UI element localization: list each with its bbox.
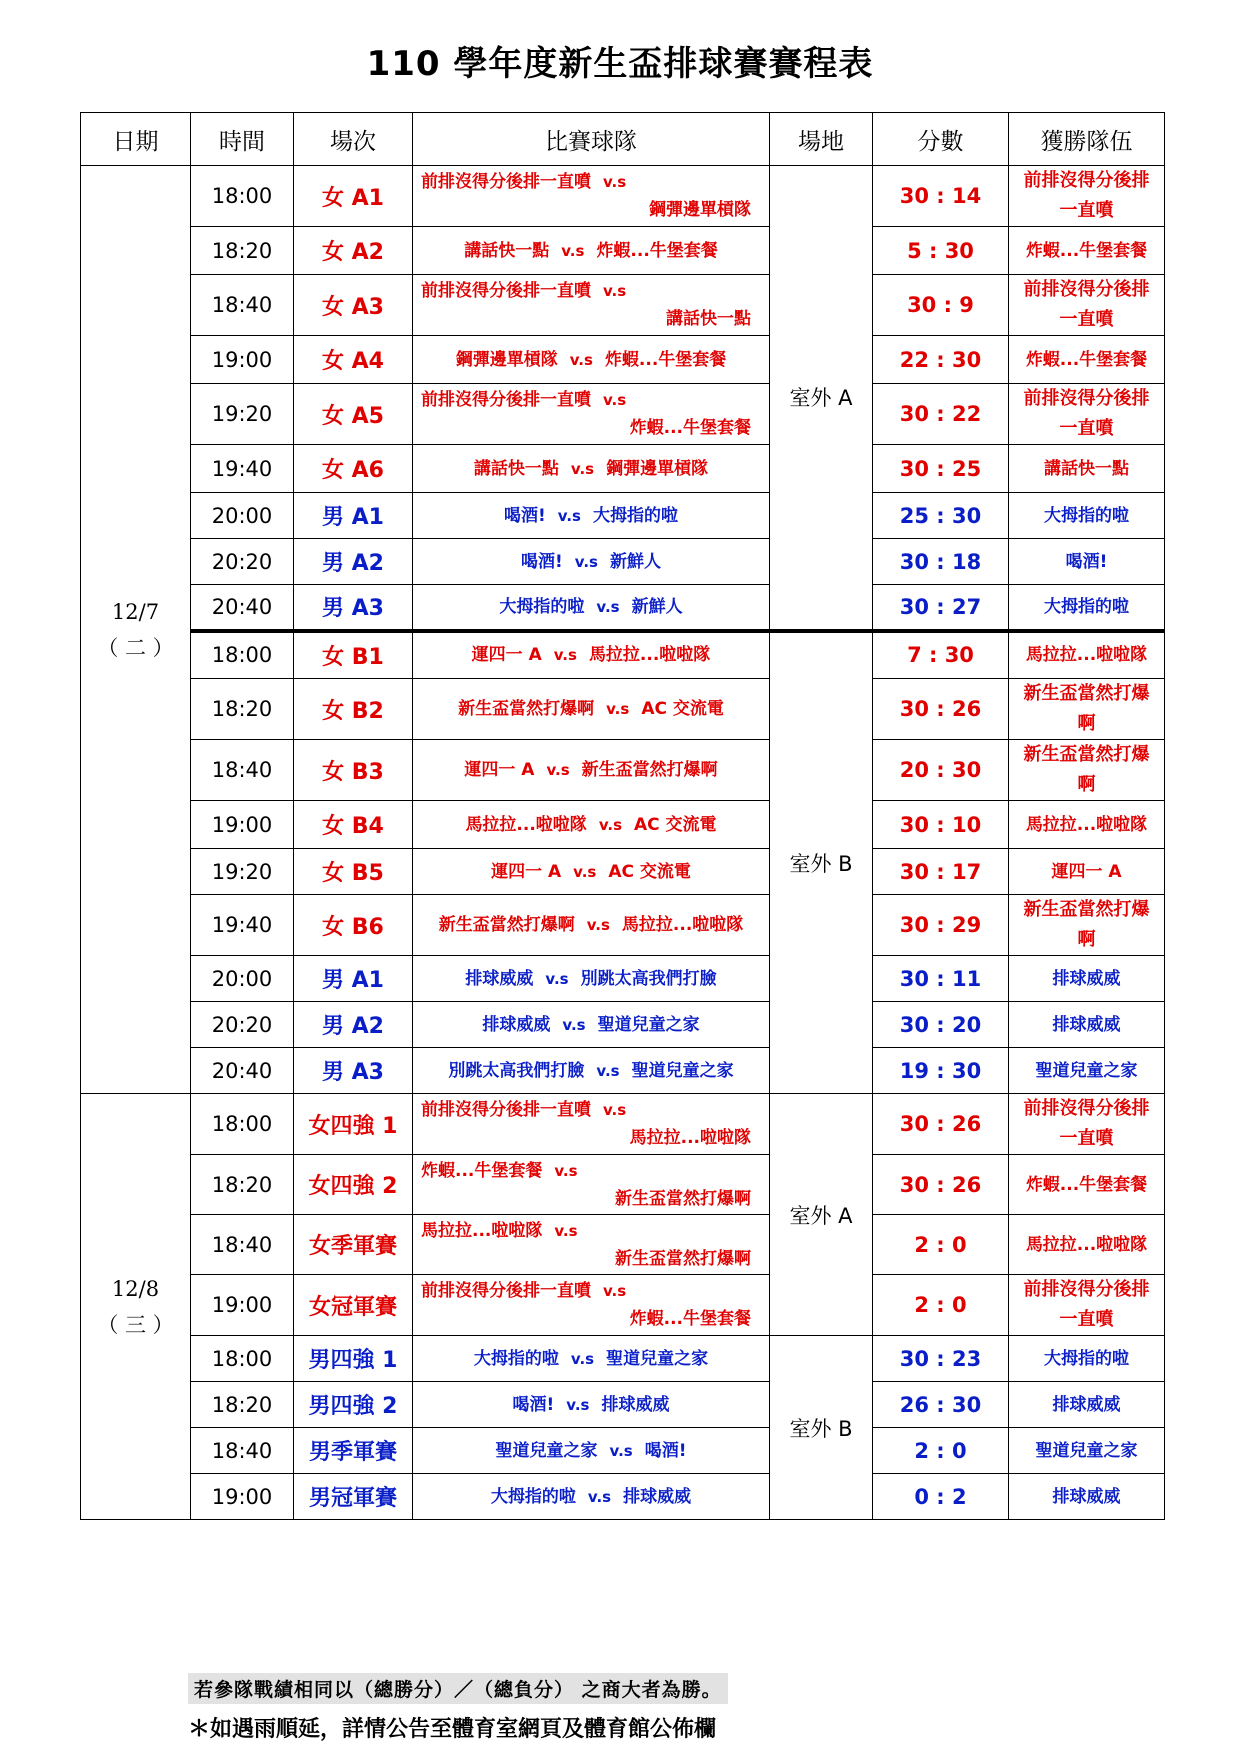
time-cell: 19:20 [191, 849, 294, 895]
teams-cell [413, 275, 770, 336]
team2-name: 講話快一點 [666, 309, 751, 329]
game-cell: 女 A4 [294, 336, 413, 384]
team1-name: 鋼彈邊單槓隊 [455, 349, 558, 370]
winner-cell: 炸蝦...牛堡套餐 [1009, 1155, 1165, 1215]
team1-name: 大拇指的啦 [490, 1486, 576, 1507]
vs-label: v.s [574, 552, 598, 571]
team-line [413, 695, 769, 723]
vs-label: v.s [562, 1015, 586, 1034]
teams-cell [413, 956, 770, 1002]
winner-cell: 馬拉拉...啦啦隊 [1009, 801, 1165, 849]
team1-name: 喝酒! [504, 505, 546, 526]
team1-name: 炸蝦...牛堡套餐 [421, 1160, 543, 1181]
date-label: 12/8 [111, 1276, 160, 1301]
team2-name: AC 交流電 [634, 814, 717, 835]
team1-name: 前排沒得分後排一直噴 [421, 281, 591, 301]
team-line [413, 548, 769, 576]
time-cell: 18:00 [191, 631, 294, 679]
vs-label: v.s [598, 815, 622, 834]
team1-name: 馬拉拉...啦啦隊 [465, 814, 587, 835]
teams-cell [413, 1382, 770, 1428]
game-cell: 女 B4 [294, 801, 413, 849]
teams-cell [413, 227, 770, 275]
weekday-label: （ 二 ） [97, 635, 174, 660]
page-title: 110 學年度新生盃排球賽賽程表 [366, 44, 874, 84]
vs-label: v.s [554, 1221, 578, 1240]
vs-label: v.s [603, 391, 627, 409]
score-cell: 30 : 26 [873, 1155, 1009, 1215]
teams-cell [413, 1336, 770, 1382]
weekday-label: （ 三 ） [97, 1312, 174, 1337]
time-cell: 18:00 [191, 1336, 294, 1382]
team1-name: 前排沒得分後排一直噴 [421, 172, 591, 192]
time-cell: 18:40 [191, 1428, 294, 1474]
winner-cell: 前排沒得分後排一直噴 [1009, 384, 1165, 445]
team-line [413, 1011, 769, 1039]
time-cell: 18:20 [191, 227, 294, 275]
header-date: 日期 [81, 113, 191, 166]
team2-name: 大拇指的啦 [592, 505, 678, 526]
vs-label: v.s [569, 350, 593, 369]
team-line [413, 965, 769, 993]
score-cell: 2 : 0 [873, 1215, 1009, 1275]
game-cell: 女 B5 [294, 849, 413, 895]
vs-label: v.s [546, 761, 570, 779]
team1-name: 大拇指的啦 [473, 1348, 559, 1369]
game-cell: 男 A3 [294, 585, 413, 631]
team2-name: 聖道兒童之家 [597, 1014, 700, 1035]
venue-cell: 室外 B [770, 1336, 873, 1520]
table-row [81, 336, 1165, 384]
team-line [413, 346, 769, 374]
table-row [81, 1275, 1165, 1336]
table-row [81, 849, 1165, 895]
table-row [81, 801, 1165, 849]
team-line [413, 811, 769, 839]
time-cell: 18:40 [191, 740, 294, 801]
table-row [81, 585, 1165, 631]
time-cell: 19:40 [191, 895, 294, 956]
team1-name: 運四一 A [491, 861, 562, 882]
winner-cell: 新生盃當然打爆啊 [1009, 895, 1165, 956]
time-cell: 19:20 [191, 384, 294, 445]
vs-label: v.s [596, 597, 620, 616]
teams-cell [413, 679, 770, 740]
score-cell: 30 : 26 [873, 679, 1009, 740]
header-teams: 比賽球隊 [413, 113, 770, 166]
teams-cell [413, 539, 770, 585]
teams-cell [413, 585, 770, 631]
game-cell: 女 A2 [294, 227, 413, 275]
game-cell: 女 B3 [294, 740, 413, 801]
vs-label: v.s [606, 700, 630, 718]
score-cell: 25 : 30 [873, 493, 1009, 539]
header-time: 時間 [191, 113, 294, 166]
game-cell: 男 A2 [294, 1002, 413, 1048]
winner-cell: 運四一 A [1009, 849, 1165, 895]
team-line-1 [413, 386, 769, 414]
winner-cell: 炸蝦...牛堡套餐 [1009, 336, 1165, 384]
score-cell: 2 : 0 [873, 1428, 1009, 1474]
score-cell: 30 : 10 [873, 801, 1009, 849]
team-line [413, 1345, 769, 1373]
score-cell: 30 : 17 [873, 849, 1009, 895]
score-cell: 20 : 30 [873, 740, 1009, 801]
team2-name: 鋼彈邊單槓隊 [649, 200, 751, 220]
team2-name: 新生盃當然打爆啊 [615, 1188, 751, 1209]
time-cell: 18:20 [191, 1155, 294, 1215]
score-cell: 30 : 23 [873, 1336, 1009, 1382]
game-cell: 男季軍賽 [294, 1428, 413, 1474]
team1-name: 運四一 A [464, 760, 535, 780]
table-row [81, 1382, 1165, 1428]
winner-cell: 大拇指的啦 [1009, 585, 1165, 631]
winner-cell: 前排沒得分後排一直噴 [1009, 1094, 1165, 1155]
vs-label: v.s [554, 1161, 578, 1180]
score-cell: 0 : 2 [873, 1474, 1009, 1520]
winner-cell: 前排沒得分後排一直噴 [1009, 1275, 1165, 1336]
team2-name: 鋼彈邊單槓隊 [606, 458, 709, 479]
score-cell: 30 : 11 [873, 956, 1009, 1002]
teams-cell [413, 493, 770, 539]
team1-name: 運四一 A [471, 645, 542, 666]
team-line-1 [413, 168, 769, 196]
team1-name: 馬拉拉...啦啦隊 [421, 1220, 543, 1241]
vs-label: v.s [587, 1487, 612, 1506]
game-cell: 男 A1 [294, 956, 413, 1002]
team1-name: 前排沒得分後排一直噴 [421, 1281, 591, 1301]
team1-name: 聖道兒童之家 [495, 1440, 598, 1461]
time-cell: 18:20 [191, 679, 294, 740]
table-row [81, 445, 1165, 493]
teams-cell [413, 740, 770, 801]
game-cell: 女 B1 [294, 631, 413, 679]
team2-name: 馬拉拉...啦啦隊 [629, 1128, 751, 1148]
game-cell: 男四強 1 [294, 1336, 413, 1382]
teams-cell [413, 1428, 770, 1474]
table-row [81, 895, 1165, 956]
table-row [81, 1215, 1165, 1275]
vs-label: v.s [570, 1349, 595, 1368]
score-cell: 30 : 29 [873, 895, 1009, 956]
team1-name: 新生盃當然打爆啊 [458, 699, 595, 719]
game-cell: 女四強 1 [294, 1094, 413, 1155]
header-game: 場次 [294, 113, 413, 166]
team2-name: 聖道兒童之家 [631, 1060, 734, 1081]
teams-cell [413, 895, 770, 956]
game-cell: 男 A1 [294, 493, 413, 539]
time-cell: 19:00 [191, 336, 294, 384]
team-line [413, 237, 769, 265]
winner-cell: 前排沒得分後排一直噴 [1009, 166, 1165, 227]
team2-name: 排球威威 [601, 1394, 670, 1415]
team2-name: 炸蝦...牛堡套餐 [604, 349, 727, 370]
team1-name: 前排沒得分後排一直噴 [421, 390, 591, 410]
team-line-1 [413, 1217, 769, 1245]
winner-cell: 聖道兒童之家 [1009, 1048, 1165, 1094]
table-row [81, 956, 1165, 1002]
teams-cell [413, 1474, 770, 1520]
time-cell: 19:00 [191, 1474, 294, 1520]
header-winner: 獲勝隊伍 [1009, 113, 1165, 166]
game-cell: 女 A5 [294, 384, 413, 445]
time-cell: 18:00 [191, 1094, 294, 1155]
header-venue: 場地 [770, 113, 873, 166]
date-cell [81, 1094, 191, 1520]
game-cell: 女 A1 [294, 166, 413, 227]
team-line [413, 858, 769, 886]
table-row [81, 1155, 1165, 1215]
score-cell: 19 : 30 [873, 1048, 1009, 1094]
game-cell: 女 B6 [294, 895, 413, 956]
game-cell: 女四強 2 [294, 1155, 413, 1215]
winner-cell: 前排沒得分後排一直噴 [1009, 275, 1165, 336]
table-row [81, 227, 1165, 275]
team1-name: 講話快一點 [464, 240, 550, 261]
score-cell: 30 : 27 [873, 585, 1009, 631]
score-cell: 30 : 26 [873, 1094, 1009, 1155]
winner-cell: 排球威威 [1009, 1382, 1165, 1428]
score-cell: 26 : 30 [873, 1382, 1009, 1428]
teams-cell [413, 1002, 770, 1048]
teams-cell [413, 1155, 770, 1215]
team-line-1 [413, 1096, 769, 1124]
table-row [81, 631, 1165, 679]
vs-label: v.s [573, 862, 597, 881]
vs-label: v.s [553, 646, 577, 665]
score-cell: 30 : 9 [873, 275, 1009, 336]
score-cell: 30 : 14 [873, 166, 1009, 227]
team1-name: 講話快一點 [473, 458, 559, 479]
rain-delay-note: ＊如遇雨順延，詳情公告至體育室網頁及體育館公佈欄 [188, 1717, 717, 1742]
team2-name: 排球威威 [623, 1486, 692, 1507]
score-cell: 30 : 20 [873, 1002, 1009, 1048]
vs-label: v.s [545, 969, 569, 988]
teams-cell [413, 1094, 770, 1155]
team2-name: 新鮮人 [609, 551, 661, 572]
time-cell: 20:40 [191, 1048, 294, 1094]
table-row [81, 539, 1165, 585]
winner-cell: 大拇指的啦 [1009, 493, 1165, 539]
team2-name: 新鮮人 [631, 596, 683, 617]
date-label: 12/7 [111, 599, 160, 624]
winner-cell: 馬拉拉...啦啦隊 [1009, 1215, 1165, 1275]
winner-cell: 排球威威 [1009, 1002, 1165, 1048]
team-line [413, 1057, 769, 1085]
game-cell: 男 A2 [294, 539, 413, 585]
teams-cell [413, 445, 770, 493]
table-row [81, 493, 1165, 539]
teams-cell [413, 631, 770, 679]
table-row [81, 1336, 1165, 1382]
game-cell: 女 A3 [294, 275, 413, 336]
score-cell: 30 : 25 [873, 445, 1009, 493]
winner-cell: 新生盃當然打爆啊 [1009, 679, 1165, 740]
vs-label: v.s [603, 173, 627, 191]
vs-label: v.s [596, 1061, 620, 1080]
team2-name: 炸蝦...牛堡套餐 [629, 1309, 751, 1329]
team2-name: 別跳太高我們打臉 [580, 968, 717, 989]
schedule-table [80, 112, 1165, 1520]
team-line [413, 455, 769, 483]
team2-name: AC 交流電 [641, 699, 724, 719]
winner-cell: 排球威威 [1009, 956, 1165, 1002]
team-line-1 [413, 1157, 769, 1185]
team1-name: 排球威威 [465, 968, 534, 989]
team2-name: 聖道兒童之家 [606, 1348, 709, 1369]
team2-name: 炸蝦...牛堡套餐 [596, 240, 718, 261]
time-cell: 18:00 [191, 166, 294, 227]
time-cell: 18:20 [191, 1382, 294, 1428]
venue-cell: 室外 A [770, 1094, 873, 1336]
header-row [81, 113, 1165, 166]
time-cell: 20:40 [191, 585, 294, 631]
venue-cell: 室外 A [770, 166, 873, 631]
team-line [413, 641, 769, 669]
vs-label: v.s [603, 1101, 627, 1119]
time-cell: 19:00 [191, 1275, 294, 1336]
time-cell: 18:40 [191, 1215, 294, 1275]
team-line [413, 911, 769, 939]
time-cell: 18:40 [191, 275, 294, 336]
vs-label: v.s [557, 506, 581, 525]
teams-cell [413, 336, 770, 384]
teams-cell [413, 801, 770, 849]
teams-cell [413, 1048, 770, 1094]
team2-name: AC 交流電 [608, 861, 691, 882]
table-row [81, 1094, 1165, 1155]
game-cell: 女 A6 [294, 445, 413, 493]
winner-cell: 聖道兒童之家 [1009, 1428, 1165, 1474]
game-cell: 男四強 2 [294, 1382, 413, 1428]
game-cell: 男冠軍賽 [294, 1474, 413, 1520]
table-row [81, 166, 1165, 227]
team1-name: 排球威威 [482, 1014, 551, 1035]
time-cell: 19:00 [191, 801, 294, 849]
team2-name: 炸蝦...牛堡套餐 [629, 418, 751, 438]
score-cell: 2 : 0 [873, 1275, 1009, 1336]
table-row [81, 1048, 1165, 1094]
table-row [81, 679, 1165, 740]
time-cell: 20:00 [191, 956, 294, 1002]
time-cell: 20:20 [191, 1002, 294, 1048]
vs-label: v.s [603, 1282, 627, 1300]
score-cell: 30 : 22 [873, 384, 1009, 445]
time-cell: 19:40 [191, 445, 294, 493]
date-cell [81, 166, 191, 1094]
team1-name: 喝酒! [521, 551, 563, 572]
vs-label: v.s [603, 282, 627, 300]
score-cell: 30 : 18 [873, 539, 1009, 585]
team1-name: 喝酒! [512, 1394, 555, 1415]
vs-label: v.s [566, 1395, 590, 1414]
team2-name: 馬拉拉...啦啦隊 [621, 915, 744, 935]
team-line-1 [413, 1277, 769, 1305]
vs-label: v.s [609, 1441, 633, 1460]
teams-cell [413, 166, 770, 227]
team2-name: 新生盃當然打爆啊 [615, 1248, 751, 1269]
winner-cell: 講話快一點 [1009, 445, 1165, 493]
winner-cell: 馬拉拉...啦啦隊 [1009, 631, 1165, 679]
team-line-1 [413, 277, 769, 305]
table-row [81, 1428, 1165, 1474]
vs-label: v.s [561, 241, 585, 260]
table-row [81, 275, 1165, 336]
team1-name: 大拇指的啦 [499, 596, 585, 617]
vs-label: v.s [570, 459, 595, 478]
tiebreak-rule-note: 若參隊戰績相同以（總勝分）／（總負分） 之商大者為勝。 [188, 1673, 728, 1704]
header-score: 分數 [873, 113, 1009, 166]
score-cell: 7 : 30 [873, 631, 1009, 679]
table-row [81, 740, 1165, 801]
team2-name: 新生盃當然打爆啊 [581, 760, 718, 780]
winner-cell: 喝酒! [1009, 539, 1165, 585]
teams-cell [413, 384, 770, 445]
teams-cell [413, 849, 770, 895]
time-cell: 20:00 [191, 493, 294, 539]
winner-cell: 排球威威 [1009, 1474, 1165, 1520]
teams-cell [413, 1215, 770, 1275]
team2-name: 喝酒! [644, 1440, 687, 1461]
teams-cell [413, 1275, 770, 1336]
team-line [413, 756, 769, 784]
score-cell: 5 : 30 [873, 227, 1009, 275]
team-line [413, 1483, 769, 1511]
team1-name: 新生盃當然打爆啊 [438, 915, 575, 935]
game-cell: 女 B2 [294, 679, 413, 740]
team-line [413, 1391, 769, 1419]
team-line [413, 502, 769, 530]
winner-cell: 炸蝦...牛堡套餐 [1009, 227, 1165, 275]
time-cell: 20:20 [191, 539, 294, 585]
team1-name: 別跳太高我們打臉 [448, 1060, 585, 1081]
winner-cell: 新生盃當然打爆啊 [1009, 740, 1165, 801]
table-row [81, 384, 1165, 445]
game-cell: 女季軍賽 [294, 1215, 413, 1275]
team2-name: 馬拉拉...啦啦隊 [588, 645, 711, 666]
vs-label: v.s [586, 916, 610, 934]
game-cell: 男 A3 [294, 1048, 413, 1094]
team1-name: 前排沒得分後排一直噴 [421, 1100, 591, 1120]
team-line [413, 593, 769, 621]
game-cell: 女冠軍賽 [294, 1275, 413, 1336]
score-cell: 22 : 30 [873, 336, 1009, 384]
table-row [81, 1002, 1165, 1048]
team-line [413, 1437, 769, 1465]
table-row [81, 1474, 1165, 1520]
winner-cell: 大拇指的啦 [1009, 1336, 1165, 1382]
venue-cell: 室外 B [770, 631, 873, 1094]
